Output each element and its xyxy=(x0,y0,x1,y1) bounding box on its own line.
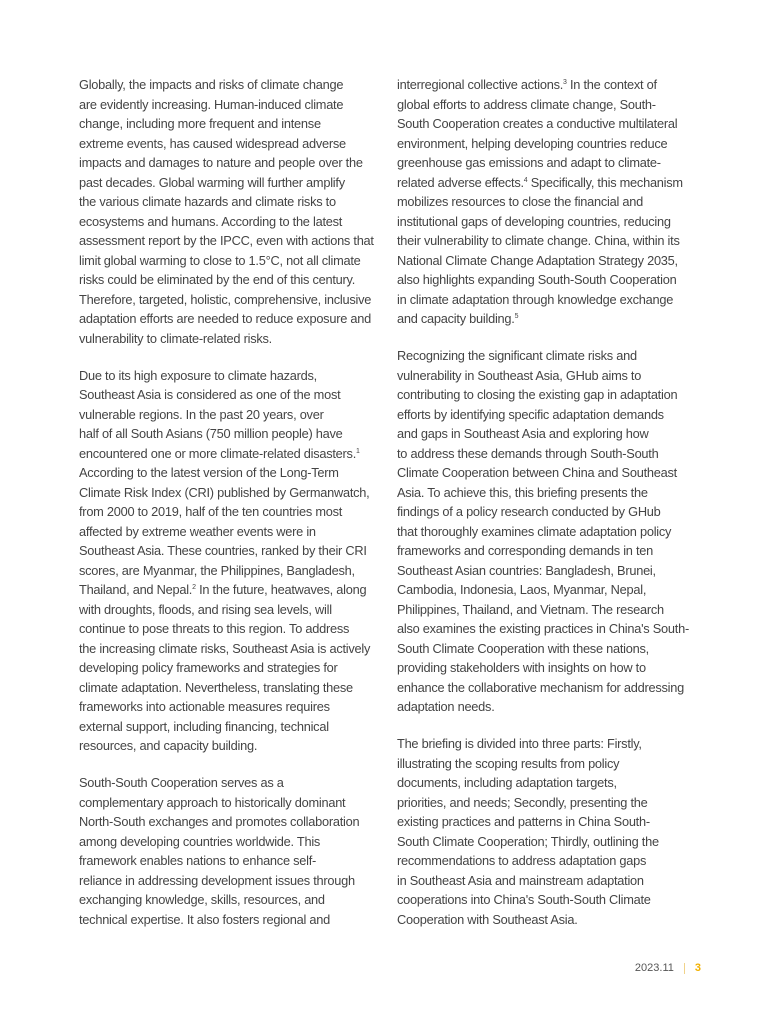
page-footer xyxy=(635,962,701,974)
text-line: North-South exchanges and promotes collaboration xyxy=(79,814,360,829)
body-paragraph xyxy=(397,346,707,717)
text-line: limit global warming to close to 1.5°C, not all climate xyxy=(79,252,361,268)
text-line: assessment report by the IPCC, even with actions that xyxy=(79,233,374,248)
text-line: existing practices and patterns in China South- xyxy=(397,814,650,829)
text-line: Southeast Asian countries: Bangladesh, Brunei, xyxy=(397,562,656,578)
text-line: priorities, and needs; Secondly, presenting the xyxy=(397,794,648,810)
text-line: vulnerability in Southeast Asia, GHub aims to xyxy=(397,367,642,383)
footnote-reference: 2 xyxy=(192,584,196,591)
text-line xyxy=(79,580,389,600)
text-line: providing stakeholders with insights on how to xyxy=(397,660,646,675)
text-line: Globally, the impacts and risks of climate change xyxy=(79,77,344,92)
text-line: scores, are Myanmar, the Philippines, Bangladesh, xyxy=(79,562,355,578)
text-line: complementary approach to historically dominant xyxy=(79,794,346,810)
text-line: reliance in addressing development issues through xyxy=(79,872,355,888)
text-line: adaptation efforts are needed to reduce exposure and xyxy=(79,311,371,326)
text-line: extreme events, has caused widespread adverse xyxy=(79,135,346,151)
text-line: framework enables nations to enhance self- xyxy=(79,853,317,868)
text-line: global efforts to address climate change, South- xyxy=(397,96,656,112)
text-line: frameworks into actionable measures requires xyxy=(79,699,330,714)
right-column xyxy=(397,75,707,947)
text-line: contributing to closing the existing gap in adaptation xyxy=(397,387,678,402)
text-line: adaptation needs. xyxy=(397,699,495,714)
body-paragraph xyxy=(79,75,389,348)
footer-date: 2023.11 xyxy=(634,962,674,974)
text-line: also examines the existing practices in China's South- xyxy=(397,621,689,636)
text-line: frameworks and corresponding demands in ten xyxy=(397,543,653,558)
text-line: Cooperation with Southeast Asia. xyxy=(397,911,578,927)
text-line: half of all South Asians (750 million people) have xyxy=(79,426,343,441)
text-line: enhance the collaborative mechanism for addressing xyxy=(397,679,684,695)
text-line: are evidently increasing. Human-induced climate xyxy=(79,96,344,112)
text-line: Philippines, Thailand, and Vietnam. The research xyxy=(397,601,664,617)
text-segment: interregional collective actions. xyxy=(397,77,564,92)
text-line xyxy=(79,444,389,464)
text-line xyxy=(397,75,707,95)
text-line xyxy=(397,173,707,193)
text-line: with droughts, floods, and rising sea levels, will xyxy=(79,601,332,617)
text-line: that thoroughly examines climate adaptation policy xyxy=(397,523,672,539)
text-line: recommendations to address adaptation gaps xyxy=(397,853,647,868)
text-line: impacts and damages to nature and people over the xyxy=(79,155,363,170)
text-segment: Specifically, this mechanism xyxy=(527,174,683,190)
text-line: institutional gaps of developing countries, reducing xyxy=(397,213,671,229)
text-line: in Southeast Asia and mainstream adaptation xyxy=(397,872,644,888)
left-column xyxy=(79,75,389,947)
text-line: among developing countries worldwide. This xyxy=(79,833,321,849)
text-segment: Thailand, and Nepal. xyxy=(79,582,193,597)
footnote-reference: 1 xyxy=(356,447,360,455)
text-line: climate adaptation. Nevertheless, translating these xyxy=(79,679,353,695)
text-line: South-South Cooperation serves as a xyxy=(79,775,284,790)
text-line: the various climate hazards and climate risks to xyxy=(79,194,336,209)
text-line: The briefing is divided into three parts: Firstly, xyxy=(397,736,642,751)
text-line: Recognizing the significant climate risks and xyxy=(397,348,637,363)
body-paragraph xyxy=(397,734,707,929)
text-line xyxy=(397,309,707,329)
body-paragraph xyxy=(397,75,707,329)
footnote-reference: 4 xyxy=(523,176,528,184)
text-line: National Climate Change Adaptation Strategy 2035, xyxy=(397,252,678,268)
text-line: mobilizes resources to close the financial and xyxy=(397,194,643,209)
text-segment: and capacity building. xyxy=(397,311,515,326)
footnote-reference: 3 xyxy=(563,79,567,86)
text-line: resources, and capacity building. xyxy=(79,738,258,753)
text-segment: related adverse effects. xyxy=(397,174,524,190)
text-line: cooperations into China's South-South Climate xyxy=(397,892,651,907)
footer-divider xyxy=(684,963,685,974)
text-line: exchanging knowledge, skills, resources, and xyxy=(79,892,325,907)
text-line: environment, helping developing countries reduce xyxy=(397,135,668,151)
body-paragraph xyxy=(79,366,389,756)
page-number: 3 xyxy=(694,962,701,974)
text-line: to address these demands through South-South xyxy=(397,445,659,461)
footnote-reference: 5 xyxy=(514,313,519,320)
text-line: the increasing climate risks, Southeast Asia is actively xyxy=(79,640,371,656)
text-line: Therefore, targeted, holistic, comprehensive, inclusive xyxy=(79,291,372,307)
text-line: external support, including financing, technical xyxy=(79,718,329,734)
text-line: findings of a policy research conducted by GHub xyxy=(397,504,661,519)
text-line: greenhouse gas emissions and adapt to climate- xyxy=(397,155,661,170)
text-line: Climate Cooperation between China and Southeast xyxy=(397,465,677,480)
text-line: Cambodia, Indonesia, Laos, Myanmar, Nepal, xyxy=(397,582,647,597)
body-paragraph xyxy=(79,773,389,929)
text-line: illustrating the scoping results from policy xyxy=(397,755,620,771)
text-line: South Climate Cooperation; Thirdly, outlining the xyxy=(397,833,659,849)
text-line: Due to its high exposure to climate hazards, xyxy=(79,367,317,383)
text-line: technical expertise. It also fosters regional and xyxy=(79,911,330,927)
text-line: continue to pose threats to this region. To address xyxy=(79,621,350,636)
text-segment: encountered one or more climate-related disasters. xyxy=(79,445,356,461)
text-line: Southeast Asia. These countries, ranked by their CRI xyxy=(79,543,367,558)
text-line: vulnerability to climate-related risks. xyxy=(79,330,272,346)
text-line: past decades. Global warming will further amplify xyxy=(79,174,345,190)
text-line: in climate adaptation through knowledge exchange xyxy=(397,291,674,307)
text-line: vulnerable regions. In the past 20 years, over xyxy=(79,406,324,422)
text-line: Climate Risk Index (CRI) published by Germanwatch, xyxy=(79,484,370,500)
text-line: documents, including adaptation targets, xyxy=(397,775,617,790)
text-segment: In the future, heatwaves, along xyxy=(195,582,367,597)
text-line: efforts by identifying specific adaptation demands xyxy=(397,406,664,422)
text-line: According to the latest version of the Long-Term xyxy=(79,465,339,480)
text-line: risks could be eliminated by the end of this century. xyxy=(79,272,356,287)
text-line: from 2000 to 2019, half of the ten countries most xyxy=(79,504,343,519)
text-line: also highlights expanding South-South Cooperation xyxy=(397,272,677,287)
text-line: Southeast Asia is considered as one of the most xyxy=(79,387,341,402)
text-line: affected by extreme weather events were in xyxy=(79,523,316,539)
text-segment: In the context of xyxy=(566,77,657,92)
text-line: and gaps in Southeast Asia and exploring how xyxy=(397,426,649,441)
text-line: South Climate Cooperation with these nations, xyxy=(397,640,649,656)
text-line: their vulnerability to climate change. China, within its xyxy=(397,233,680,248)
text-line: Asia. To achieve this, this briefing presents the xyxy=(397,484,648,500)
text-line: South Cooperation creates a conductive multilateral xyxy=(397,116,678,131)
text-line: change, including more frequent and intense xyxy=(79,116,321,131)
text-line: ecosystems and humans. According to the latest xyxy=(79,213,343,229)
text-line: developing policy frameworks and strategies for xyxy=(79,660,338,675)
